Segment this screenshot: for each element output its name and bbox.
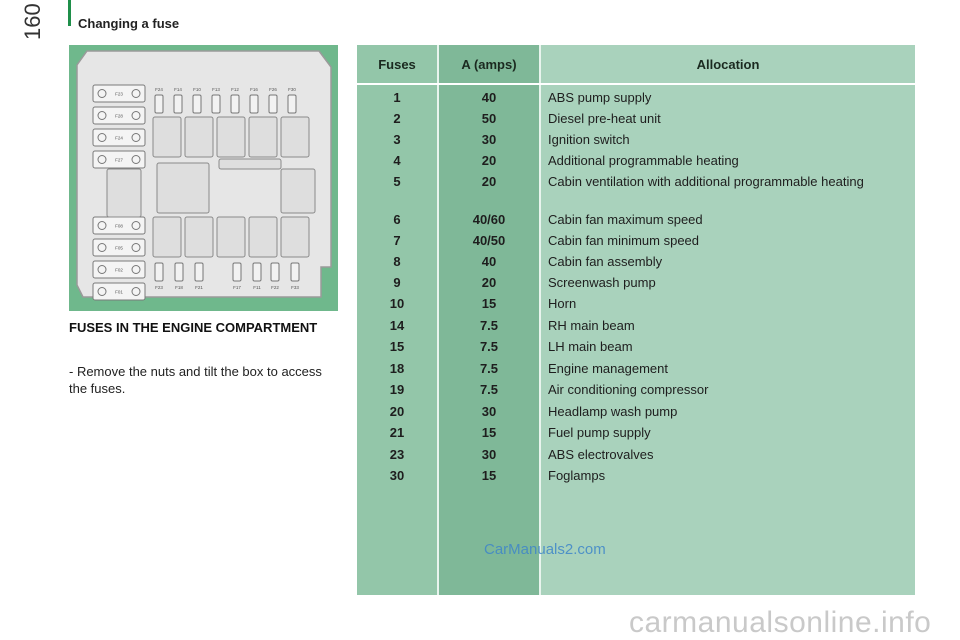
table-row: [357, 150, 915, 171]
table-row: [357, 379, 915, 400]
mini-fuse-top: [288, 87, 296, 113]
table-header: [357, 45, 915, 85]
maxi-fuse: [93, 107, 145, 124]
fuse-cell: 23: [389, 447, 405, 462]
allocation-cell: Cabin ventilation with additional programmable heating: [548, 174, 864, 189]
fuse-cell: 21: [389, 425, 405, 440]
amps-cell: 20: [481, 174, 497, 189]
amps-cell: 15: [481, 468, 497, 483]
fuse-cell: 30: [389, 468, 405, 483]
allocation-cell: RH main beam: [548, 318, 635, 333]
maxi-fuse: [93, 129, 145, 146]
mini-fuse-bottom: [291, 263, 299, 290]
fuse-cell: 4: [393, 153, 401, 168]
allocation-cell: Screenwash pump: [548, 275, 656, 290]
fuse-label: F16: [250, 87, 258, 92]
table-row: [357, 108, 915, 129]
fuse-cell: 1: [393, 90, 401, 105]
maxi-fuse: [93, 85, 145, 102]
mini-fuse-top: [269, 87, 277, 113]
allocation-cell: ABS electrovalves: [548, 447, 654, 462]
fuse-cell: 10: [389, 296, 405, 311]
table-row: [357, 209, 915, 230]
amps-cell: 20: [481, 153, 497, 168]
fuse-cell: 5: [393, 174, 401, 189]
fuse-cell: 6: [393, 212, 401, 227]
allocation-cell: Headlamp wash pump: [548, 404, 678, 419]
maxi-fuse: [93, 217, 145, 234]
fuse-label: F12: [231, 87, 239, 92]
fuse-label: F02: [115, 267, 123, 273]
page-number: 160: [20, 3, 45, 40]
fuse-cell: 14: [389, 318, 405, 333]
fuse-label: F23: [115, 91, 123, 97]
maxi-fuse: [93, 151, 145, 168]
table-row: [357, 251, 915, 272]
amps-cell: 7.5: [479, 382, 499, 397]
fuse-label: F11: [253, 285, 261, 290]
amps-cell: 7.5: [479, 318, 499, 333]
fuse-label: F23: [155, 285, 163, 290]
amps-cell: 40: [481, 254, 497, 269]
allocation-cell: Foglamps: [548, 468, 606, 483]
amps-cell: 40/50: [472, 233, 506, 248]
amps-cell: 40: [481, 90, 497, 105]
allocation-cell: Cabin fan maximum speed: [548, 212, 703, 227]
amps-cell: 7.5: [479, 339, 499, 354]
mini-fuse-top: [155, 87, 163, 113]
maxi-fuse: [93, 283, 145, 300]
table-row: [357, 358, 915, 379]
amps-cell: 50: [481, 111, 497, 126]
amps-cell: 30: [481, 404, 497, 419]
table-row: [357, 230, 915, 251]
fuse-label: F24: [155, 87, 163, 92]
fuse-label: F14: [174, 87, 182, 92]
header-accent-bar: [68, 0, 71, 26]
fuse-label: F01: [115, 289, 123, 295]
table-row: [357, 129, 915, 150]
amps-cell: 30: [481, 132, 497, 147]
maxi-fuse: [93, 239, 145, 256]
fusebox-illustration: [69, 45, 338, 311]
fuse-cell: 7: [393, 233, 401, 248]
fuse-cell: 19: [389, 382, 405, 397]
fuse-label: F30: [288, 87, 296, 92]
fuse-label: F05: [115, 245, 123, 251]
fuse-label: F17: [233, 285, 241, 290]
fuse-label: F21: [195, 285, 203, 290]
watermark: CarManuals2.com: [484, 541, 606, 558]
mini-fuse-top: [212, 87, 220, 113]
mini-fuse-bottom: [175, 263, 183, 290]
section-heading: FUSES IN THE ENGINE COMPARTMENT: [69, 320, 318, 335]
maxi-fuse: [93, 261, 145, 278]
fuse-table: [357, 45, 915, 595]
table-row: [357, 465, 915, 486]
allocation-cell: Cabin fan assembly: [548, 254, 663, 269]
mini-fuse-top: [174, 87, 182, 113]
mini-fuse-bottom: [233, 263, 241, 290]
amps-cell: 15: [481, 296, 497, 311]
table-row: [357, 422, 915, 443]
allocation-cell: Diesel pre-heat unit: [548, 111, 661, 126]
amps-cell: 40/60: [472, 212, 506, 227]
fuse-cell: 9: [393, 275, 401, 290]
amps-cell: 7.5: [479, 361, 499, 376]
fuse-cell: 20: [389, 404, 405, 419]
mini-fuse-top: [231, 87, 239, 113]
header-allocation: Allocation: [696, 57, 760, 72]
header-fuses: Fuses: [378, 57, 416, 72]
allocation-cell: Ignition switch: [548, 132, 630, 147]
fuse-label: F22: [271, 285, 279, 290]
allocation-cell: Engine management: [548, 361, 668, 376]
allocation-cell: Fuel pump supply: [548, 425, 651, 440]
fuse-label: F13: [212, 87, 220, 92]
table-row: [357, 171, 915, 192]
page-title: Changing a fuse: [78, 16, 180, 31]
fuse-cell: 8: [393, 254, 401, 269]
table-row: [357, 272, 915, 293]
mini-fuse-top: [250, 87, 258, 113]
amps-cell: 15: [481, 425, 497, 440]
fuse-cell: 18: [389, 361, 405, 376]
fuse-label: F27: [115, 157, 123, 163]
fuse-cell: 2: [393, 111, 401, 126]
fuse-label: F33: [291, 285, 299, 290]
instruction-text: - Remove the nuts and tilt the box to access the fuses.: [69, 364, 322, 396]
amps-cell: 20: [481, 275, 497, 290]
fuse-cell: 3: [393, 132, 401, 147]
table-row: [357, 293, 915, 314]
table-row: [357, 87, 915, 108]
allocation-cell: LH main beam: [548, 339, 633, 354]
fuse-label: F18: [175, 285, 183, 290]
fuse-label: F28: [115, 113, 123, 119]
table-row: [357, 336, 915, 357]
allocation-cell: Horn: [548, 296, 577, 311]
amps-cell: 30: [481, 447, 497, 462]
table-row: [357, 315, 915, 336]
allocation-cell: Additional programmable heating: [548, 153, 739, 168]
allocation-cell: ABS pump supply: [548, 90, 652, 105]
fusebox-diagram: [69, 45, 338, 311]
allocation-cell: Cabin fan minimum speed: [548, 233, 700, 248]
allocation-cell: Air conditioning compressor: [548, 382, 709, 397]
watermark-footer: carmanualsonline.info: [629, 606, 932, 639]
header-amps: A (amps): [461, 57, 517, 72]
table-row: [357, 444, 915, 465]
mini-fuse-bottom: [271, 263, 279, 290]
fuse-cell: 15: [389, 339, 405, 354]
fuse-label: F10: [193, 87, 201, 92]
mini-fuse-bottom: [155, 263, 163, 290]
mini-fuse-bottom: [253, 263, 261, 290]
mini-fuse-top: [193, 87, 201, 113]
mini-fuse-bottom: [195, 263, 203, 290]
fuse-label: F08: [115, 223, 123, 229]
table-row: [357, 401, 915, 422]
fuse-label: F24: [115, 135, 123, 141]
fuse-label: F26: [269, 87, 277, 92]
